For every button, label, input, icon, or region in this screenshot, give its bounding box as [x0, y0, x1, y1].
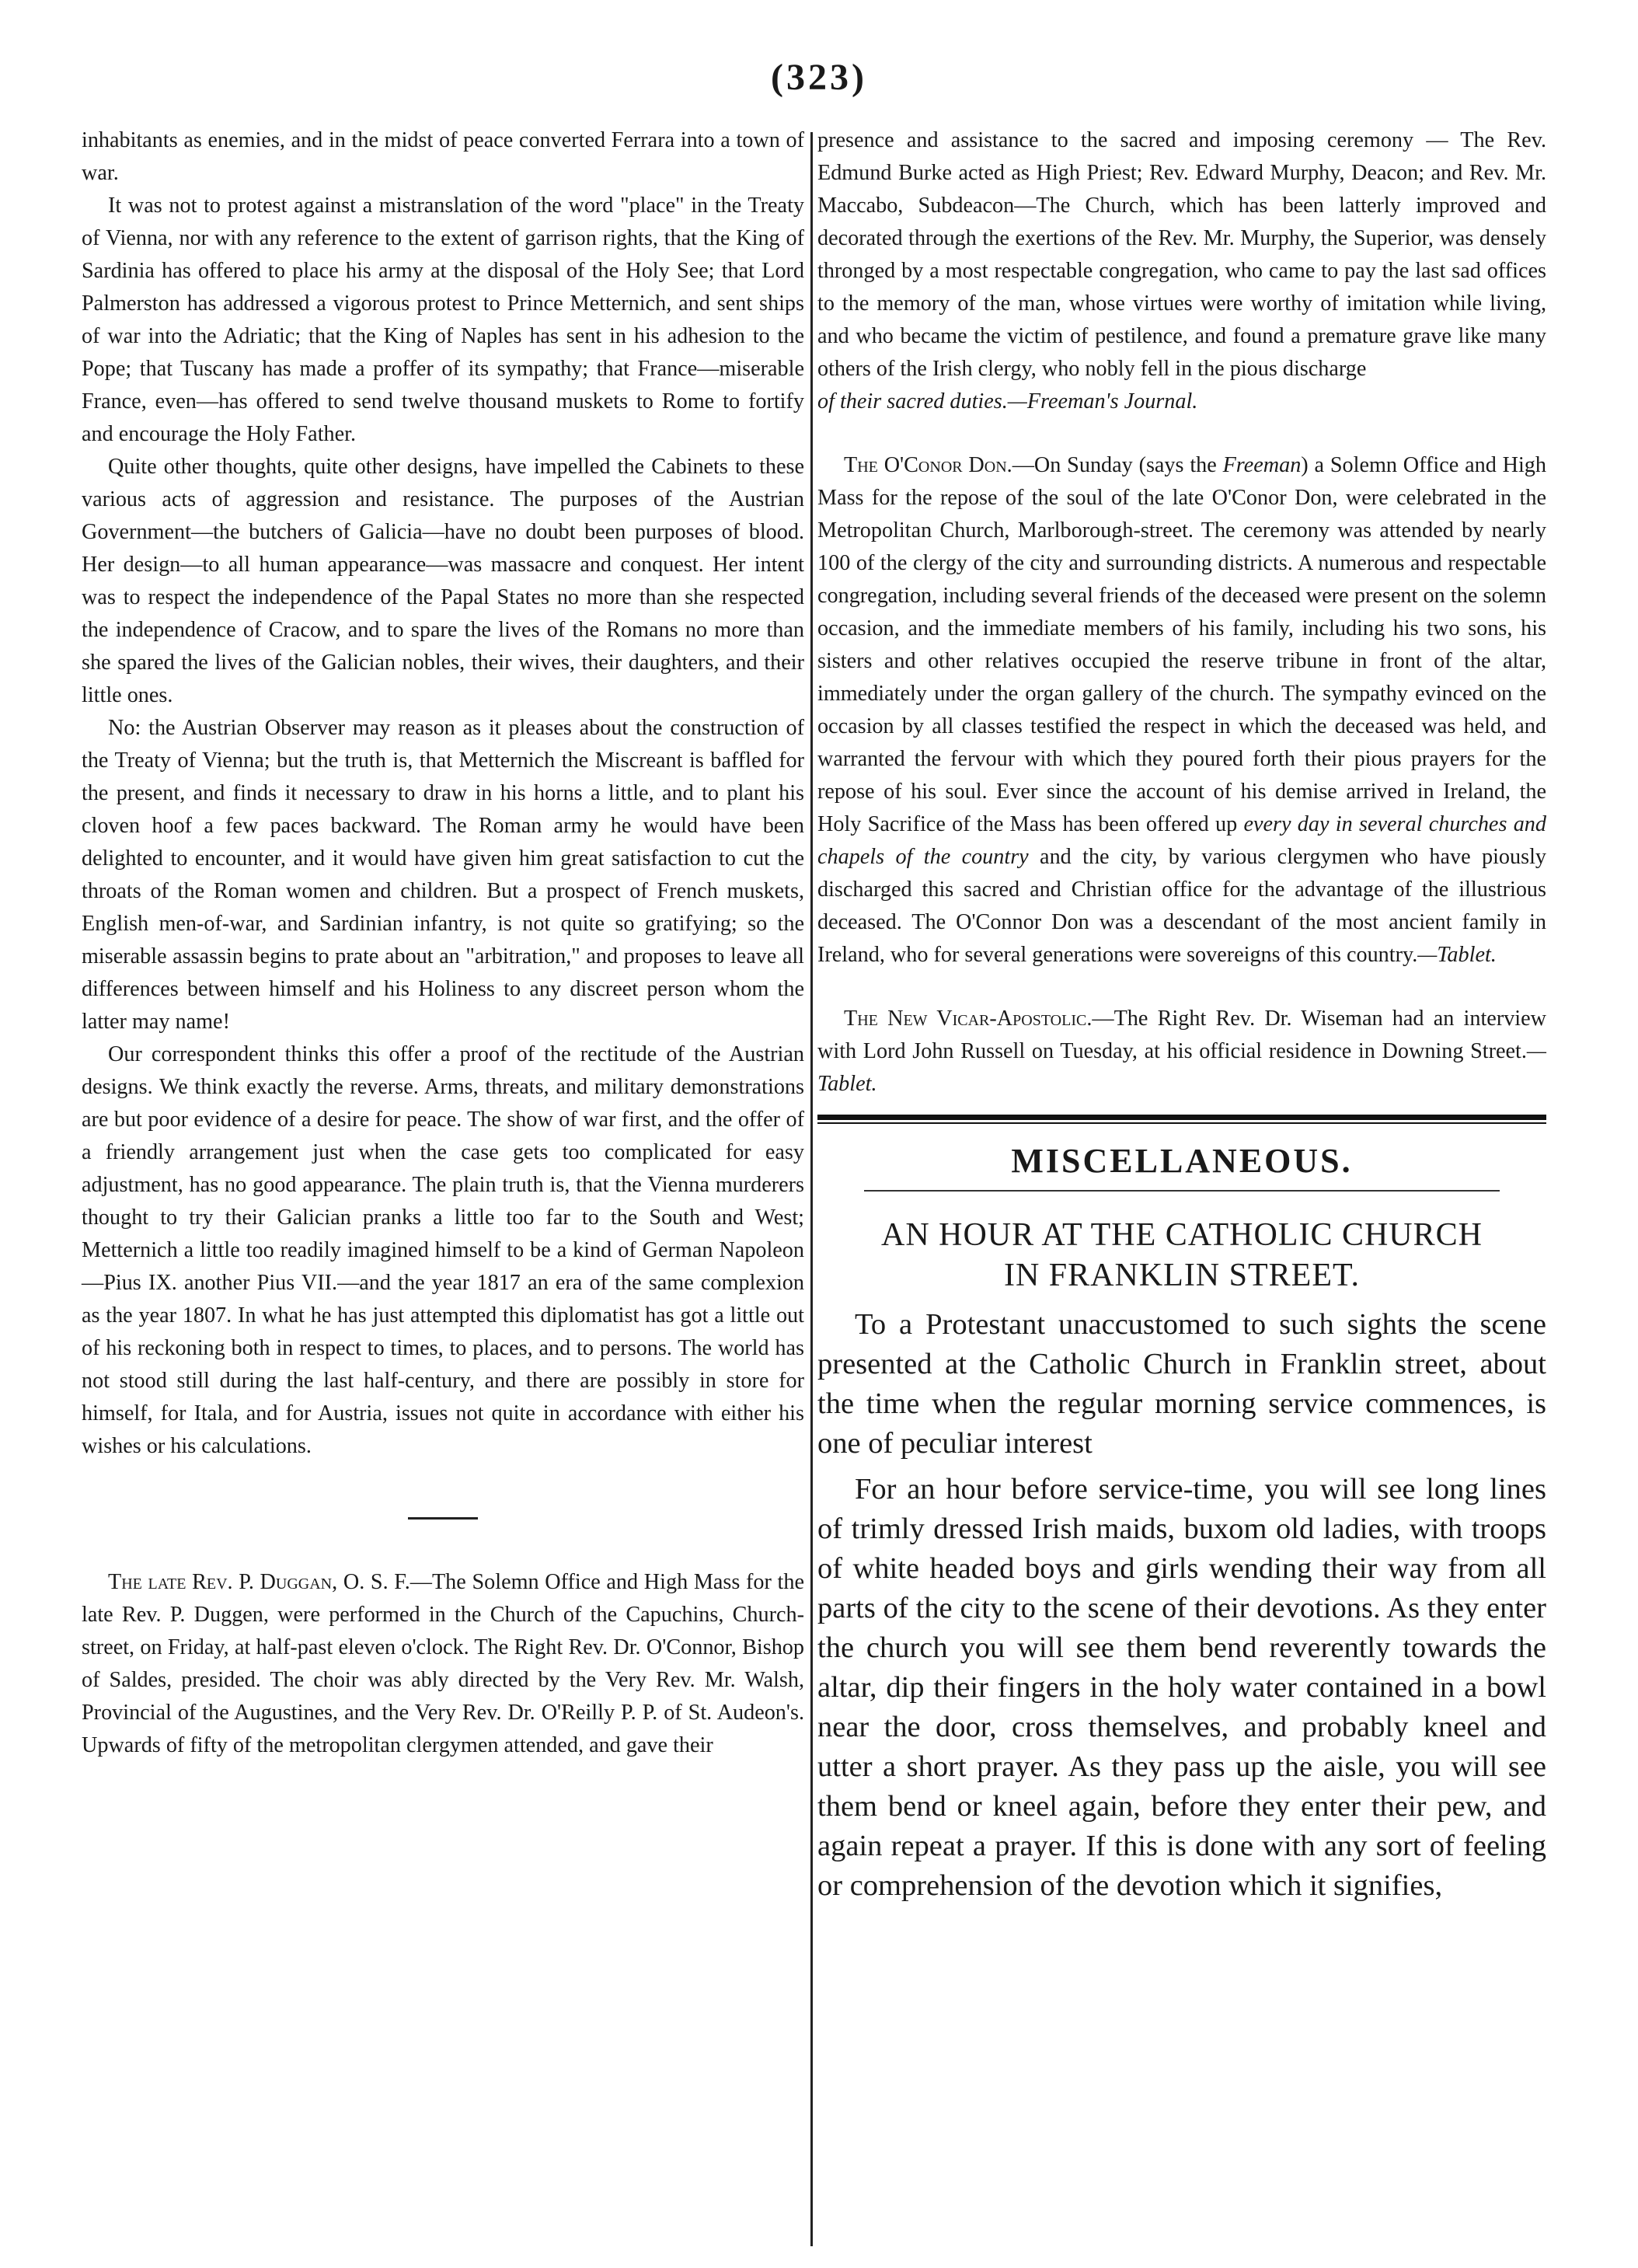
section-divider: [408, 1517, 478, 1520]
article-paragraph: For an hour before service-time, you will see long lines of trimly dressed Irish maids, buxom old ladies, with troops of white headed boys and girls wending their way from all parts of the city to the scene of their devotions. As they enter the church you will see them bend reverently towards the altar, dip their fingers in the holy water contained in a bowl near the door, cross themselves, and probably kneel and utter a short prayer. As they pass up the aisle, you will see them bend or kneel again, before they enter their pew, and again repeat a prayer. If this is done with any sort of feeling or comprehension of the devotion which it signifies,: [817, 1473, 1546, 1902]
article-body: [817, 1305, 1546, 1906]
oconor-notice: [817, 449, 1546, 972]
oconor-title: The O'Conor Don.: [844, 453, 1012, 477]
oconor-text: —On Sunday (says the: [1012, 453, 1223, 477]
oconor-source: Freeman: [1222, 453, 1302, 477]
duggan-title: The late Rev. P. Duggan, O. S. F.: [108, 1570, 410, 1594]
paragraph: Our correspondent thinks this offer a proof of the rectitude of the Austrian designs. We think exactly the reverse. Arms, threats, and military demonstrations are but poor evidence of a desire for peace. The show of war first, and the offer of a friendly arrangement just when the case gets too complicated for easy adjustment, has no good appearance. The plain truth is, that the Vienna murderers thought to try their Galician pranks a little too far to the South and West; Metternich a little too readily imagined himself to be a kind of German Napoleon—Pius IX. another Pius VII.—and the year 1817 an era of the same complexion as the year 1807. In what he has just attempted this diplomatist has got a little out of his reckoning both in respect to times, to places, and to persons. The world has not stood still during the last half-century, and there are possibly in store for himself, for Itala, and for Austria, issues not quite in accordance with either his wishes or his calculations.: [82, 1042, 804, 1458]
article-paragraph: To a Protestant unaccustomed to such sights the scene presented at the Catholic Church in Franklin street, about the time when the regular morning service commences, is one of peculiar interest: [817, 1308, 1546, 1460]
article-heading: [817, 1215, 1546, 1296]
page-number: (323): [771, 57, 867, 98]
heading-rule: [864, 1190, 1500, 1192]
oconor-text: ) a Solemn Office and High Mass for the repose of the soul of the late O'Conor Don, were celebrated in the Metropolitan Church, Marlborough-street. The ceremony was attended by nearly 100 of the clergy of the city and surrounding districts. A numerous and respectable congregation, including several friends of the deceased were present on the solemn occasion, and the immediate members of his family, including his two sons, his sisters and other relatives occupied the reserve tribune in front of the altar, immediately under the organ gallery of the church. The sympathy evinced on the occasion by all classes testified the respect in which the deceased was held, and warranted the fervour with which they poured forth their pious prayers for the repose of his soul. Ever since the account of his demise arrived in Ireland, the Holy Sacrifice of the Mass has been offered up: [817, 453, 1546, 836]
vicar-title: The New Vicar-Apostolic.: [844, 1007, 1093, 1031]
vicar-notice: [817, 1003, 1546, 1101]
vicar-text: —The Right Rev. Dr. Wiseman had an interview with Lord John Russell on Tuesday, at his official residence in Downing Street.: [817, 1007, 1546, 1063]
column-divider: [810, 132, 813, 2246]
oconor-text: and the city, by various clergymen who have piously discharged this sacred and Christian office for the advantage of the illustrious deceased. The O'Connor Don was a descendant of the most ancient family in Ireland, who for several generations were sovereigns of this country.: [817, 845, 1546, 967]
paragraph: It was not to protest against a mistranslation of the word "place" in the Treaty of Vienna, nor with any reference to the extent of garrison rights, that the King of Sardinia has offered to place his army at the disposal of the Holy See; that Lord Palmerston has addressed a vigorous protest to Prince Metternich, and sent ships of war into the Adriatic; that the King of Naples has sent in his adhesion to the Pope; that Tuscany has made a proffer of its sympathy; that France—miserable France, even—has offered to send twelve thousand muskets to Rome to fortify and encourage the Holy Father.: [82, 194, 804, 446]
duggan-notice: [82, 1566, 804, 1762]
paragraph: No: the Austrian Observer may reason as it pleases about the construction of the Treaty of Vienna; but the truth is, that Metternich the Miscreant is baffled for the present, and finds it necessary to draw in his horns a little, and to plant his cloven hoof a few paces backward. The Roman army he would have been delighted to encounter, and it would have given him great satisfaction to cut the throats of the Roman women and children. But a prospect of French muskets, English men-of-war, and Sardinian infantry, is not quite so gratifying; so the miserable assassin begins to prate about an "arbitration," and proposes to leave all differences between himself and his Holiness to any discreet person whom the latter may name!: [82, 716, 804, 1034]
section-heading: MISCELLANEOUS.: [1011, 1142, 1353, 1180]
paragraph: Quite other thoughts, quite other designs, have impelled the Cabinets to these various acts of aggression and resistance. The purposes of the Austrian Government—the butchers of Galicia—have no doubt been purposes of blood. Her design—to all human appearance—was massacre and conquest. Her intent was to respect the independence of the Papal States no more than she respected the independence of Cracow, and to spare the lives of the Romans no more than she spared the lives of the Galician nobles, their wives, their daughters, and their little ones.: [82, 455, 804, 707]
duggan-source: of their sacred duties.—Freeman's Journal.: [817, 389, 1198, 413]
article-heading-line: IN FRANKLIN STREET.: [1003, 1258, 1361, 1293]
section-divider: [817, 1115, 1546, 1124]
oconor-italic: every day in several churches and chapels of the country: [817, 812, 1546, 869]
right-column: [817, 124, 1546, 2214]
duggan-body: —The Solemn Office and High Mass for the late Rev. P. Duggen, were performed in the Church of the Capuchins, Church-street, on Friday, at half-past eleven o'clock. The Right Rev. Dr. O'Connor, Bishop of Saldes, presided. The choir was ably directed by the Very Rev. Mr. Walsh, Provincial of the Augustines, and the Very Rev. Dr. O'Reilly P. P. of St. Audeon's. Upwards of fifty of the metropolitan clergymen attended, and gave their: [82, 1570, 804, 1757]
paragraph-italic-end: [817, 386, 1546, 418]
oconor-source-end: —Tablet.: [1417, 943, 1497, 967]
vicar-source: —Tablet.: [817, 1039, 1546, 1096]
paragraph: inhabitants as enemies, and in the midst of peace converted Ferrara into a town of war.: [82, 128, 804, 185]
paragraph: presence and assistance to the sacred and imposing ceremony — The Rev. Edmund Burke acted as High Priest; Rev. Edward Murphy, Deacon; and Rev. Mr. Maccabo, Subdeacon—The Church, which has been latterly improved and decorated through the exertions of the Rev. Mr. Murphy, the Superior, was densely thronged by a most respectable congregation, who came to pay the last sad offices to the memory of the man, whose virtues were worthy of imitation while living, and who became the victim of pestilence, and found a premature grave like many others of the Irish clergy, who nobly fell in the pious discharge: [817, 128, 1546, 381]
article-heading-line: AN HOUR AT THE CATHOLIC CHURCH: [880, 1217, 1483, 1253]
left-column: [82, 124, 804, 2214]
